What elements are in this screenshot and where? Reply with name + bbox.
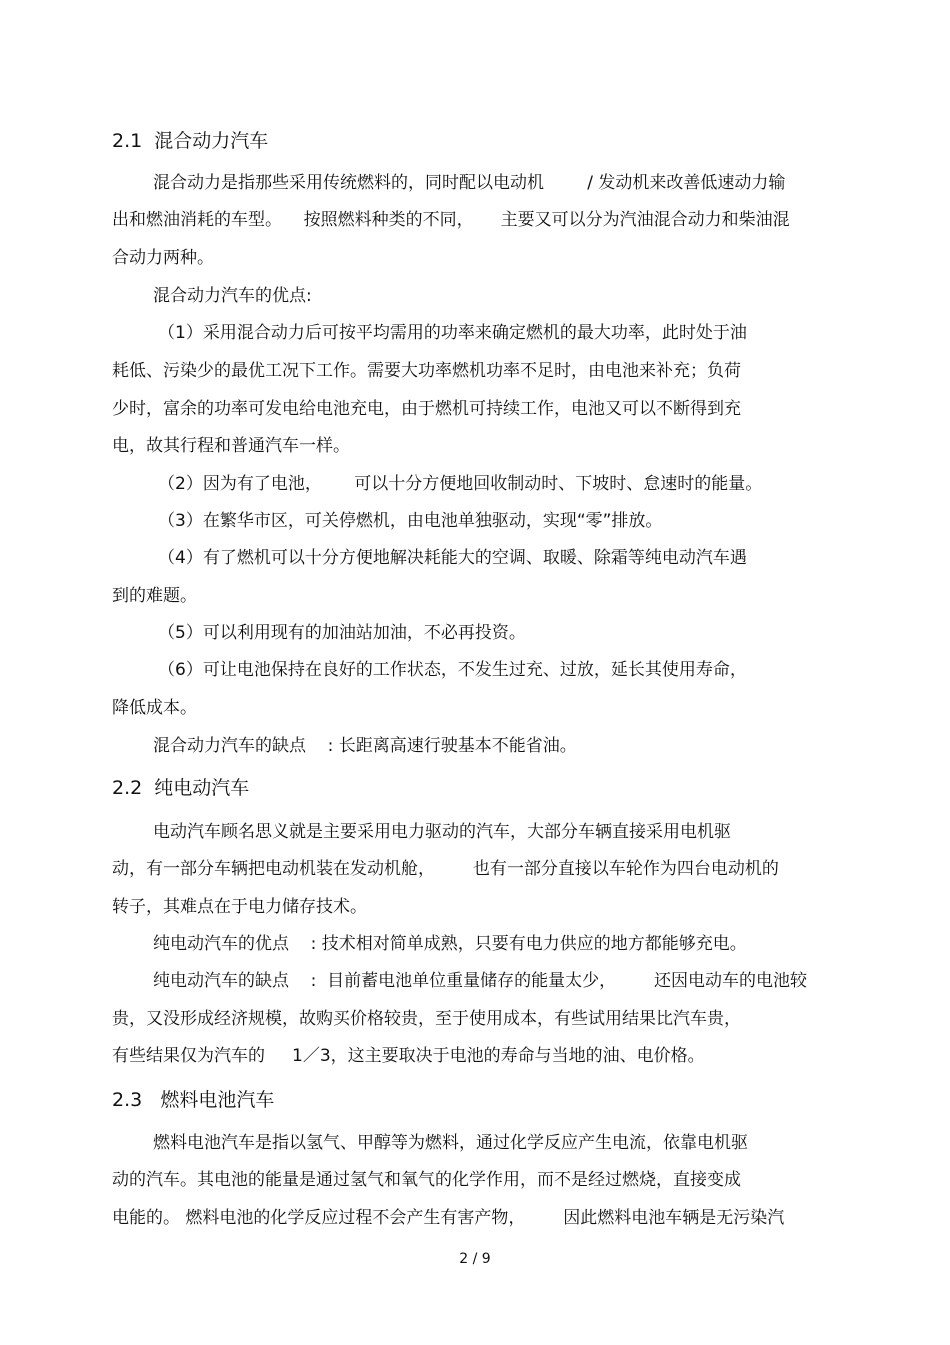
paragraph-line: （5）可以利用现有的加油站加油，不必再投资。: [158, 623, 526, 643]
paragraph-line: 混合动力汽车的缺点 : 长距离高速行驶基本不能省油。: [153, 736, 577, 756]
paragraph-line: 电，故其行程和普通汽车一样。: [112, 436, 350, 456]
paragraph-line: 贵，又没形成经济规模，故购买价格较贵，至于使用成本，有些试用结果比汽车贵，: [112, 1009, 741, 1029]
paragraph-line: 耗低、污染少的最优工况下工作。需要大功率燃机功率不足时，由电池来补充；负荷: [112, 361, 741, 381]
paragraph-line: 出和燃油消耗的车型。 按照燃料种类的不同， 主要又可以分为汽油混合动力和柴油混: [112, 210, 790, 230]
paragraph-line: 到的难题。: [112, 586, 197, 606]
page-number: 2 / 9: [459, 1251, 491, 1267]
paragraph-line: 电能的。 燃料电池的化学反应过程不会产生有害产物， 因此燃料电池车辆是无污染汽: [112, 1208, 785, 1228]
paragraph-line: 混合动力汽车的优点:: [153, 286, 312, 306]
paragraph-line: 少时，富余的功率可发电给电池充电，由于燃机可持续工作，电池又可以不断得到充: [112, 399, 741, 419]
paragraph-line: （2）因为有了电池， 可以十分方便地回收制动时、下坡时、怠速时的能量。: [158, 474, 763, 494]
paragraph-line: 燃料电池汽车是指以氢气、甲醇等为燃料，通过化学反应产生电流，依靠电机驱: [153, 1133, 748, 1153]
section-heading: 2.3 燃料电池汽车: [112, 1089, 275, 1111]
paragraph-line: 合动力两种。: [112, 248, 214, 268]
paragraph-line: 降低成本。: [112, 698, 197, 718]
paragraph-line: 动的汽车。其电池的能量是通过氢气和氧气的化学作用，而不是经过燃烧，直接变成: [112, 1170, 741, 1190]
paragraph-line: 纯电动汽车的优点 : 技术相对简单成熟，只要有电力供应的地方都能够充电。: [153, 934, 747, 954]
paragraph-line: 电动汽车顾名思义就是主要采用电力驱动的汽车，大部分车辆直接采用电机驱: [153, 822, 731, 842]
paragraph-line: 有些结果仅为汽车的 1／3，这主要取决于电池的寿命与当地的油、电价格。: [112, 1046, 705, 1066]
paragraph-line: （3）在繁华市区，可关停燃机，由电池单独驱动，实现“零”排放。: [158, 511, 663, 531]
paragraph-line: （6）可让电池保持在良好的工作状态，不发生过充、过放，延长其使用寿命，: [158, 660, 747, 680]
section-heading: 2.2 纯电动汽车: [112, 777, 250, 799]
paragraph-line: （4）有了燃机可以十分方便地解决耗能大的空调、取暖、除霜等纯电动汽车遇: [158, 548, 747, 568]
paragraph-line: 转子，其难点在于电力储存技术。: [112, 897, 367, 917]
section-heading: 2.1 混合动力汽车: [112, 130, 269, 152]
paragraph-line: 纯电动汽车的缺点 : 目前蓄电池单位重量储存的能量太少， 还因电动车的电池较: [153, 971, 807, 991]
paragraph-line: 动，有一部分车辆把电动机装在发动机舱， 也有一部分直接以车轮作为四台电动机的: [112, 859, 779, 879]
paragraph-line: （1）采用混合动力后可按平均需用的功率来确定燃机的最大功率，此时处于油: [158, 323, 747, 343]
paragraph-line: 混合动力是指那些采用传统燃料的，同时配以电动机 / 发动机来改善低速动力输: [153, 173, 786, 193]
